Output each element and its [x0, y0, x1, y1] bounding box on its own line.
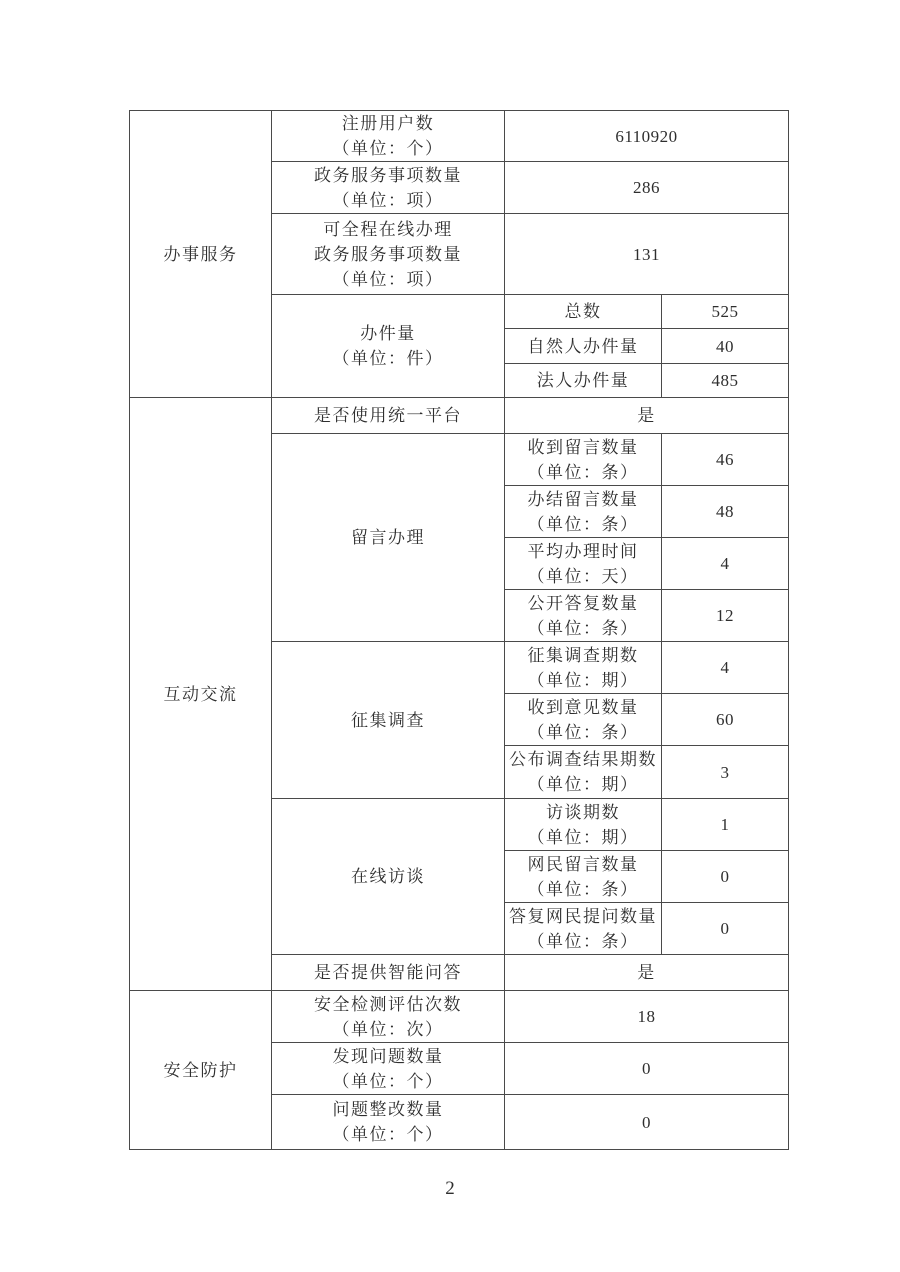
- group-cell-security: 安全防护: [130, 991, 272, 1150]
- sublabel-interviews-netizen-messages: [505, 851, 662, 903]
- label-text: 发现问题数量: [332, 1046, 444, 1066]
- label-text: 访谈期数: [546, 802, 620, 822]
- label-interviews: 在线访谈: [272, 799, 505, 955]
- value-messages-avg-time: 4: [662, 538, 789, 590]
- unit-text: （单位：项）: [332, 269, 444, 289]
- unit-text: （单位：期）: [527, 775, 639, 794]
- label-text: 网民留言数量: [527, 854, 639, 874]
- value-messages-completed: 48: [662, 486, 789, 538]
- unit-text: （单位：条）: [527, 879, 639, 899]
- label-text: 政务服务事项数量: [314, 165, 462, 185]
- page-number: 2: [445, 1178, 455, 1199]
- unit-text: （单位：条）: [527, 722, 639, 742]
- value-interviews-replies: 0: [662, 903, 789, 955]
- label-text: 公布调查结果期数: [509, 750, 657, 769]
- sublabel-surveys-opinions: [505, 694, 662, 746]
- sublabel-messages-avg-time: [505, 538, 662, 590]
- value-surveys-periods: 4: [662, 642, 789, 694]
- sublabel-interviews-replies: [505, 903, 662, 955]
- sublabel-surveys-periods: [505, 642, 662, 694]
- value-messages-public-replies: 12: [662, 590, 789, 642]
- label-online-items: [272, 214, 505, 295]
- label-text: 收到意见数量: [527, 697, 639, 717]
- label-text-line1: 可全程在线办理: [323, 219, 453, 239]
- label-surveys: 征集调查: [272, 642, 505, 799]
- group-cell-interaction: 互动交流: [130, 398, 272, 991]
- label-problems-fixed: [272, 1095, 505, 1150]
- report-table: [129, 110, 789, 1150]
- label-text: 公开答复数量: [527, 593, 639, 613]
- label-unified-platform: 是否使用统一平台: [272, 398, 505, 434]
- unit-text: （单位：期）: [527, 827, 639, 847]
- value-security-checks: 18: [505, 991, 789, 1043]
- label-registered-users: [272, 111, 505, 162]
- value-problems-found: 0: [505, 1043, 789, 1095]
- unit-text: （单位：次）: [332, 1019, 444, 1039]
- value-online-items: 131: [505, 214, 789, 295]
- sublabel-cases-natural: 自然人办件量: [505, 329, 662, 364]
- sublabel-interviews-periods: [505, 799, 662, 851]
- unit-text: （单位：项）: [332, 190, 444, 210]
- unit-text: （单位：件）: [332, 349, 444, 368]
- value-messages-received: 46: [662, 434, 789, 486]
- sublabel-messages-public-replies: [505, 590, 662, 642]
- label-text: 安全检测评估次数: [314, 994, 462, 1014]
- value-unified-platform: 是: [505, 398, 789, 434]
- value-smart-qa: 是: [505, 955, 789, 991]
- unit-text: （单位：个）: [332, 1071, 444, 1091]
- value-interviews-periods: 1: [662, 799, 789, 851]
- label-messages: 留言办理: [272, 434, 505, 642]
- sublabel-cases-total: 总数: [505, 295, 662, 329]
- unit-text: （单位：条）: [527, 618, 639, 638]
- unit-text: （单位：个）: [332, 139, 444, 158]
- sublabel-cases-legal: 法人办件量: [505, 364, 662, 398]
- value-interviews-netizen-messages: 0: [662, 851, 789, 903]
- label-text-line2: 政务服务事项数量: [314, 244, 462, 264]
- sublabel-messages-received: [505, 434, 662, 486]
- label-text: 答复网民提问数量: [509, 906, 657, 926]
- value-cases-total: 525: [662, 295, 789, 329]
- value-cases-legal: 485: [662, 364, 789, 398]
- unit-text: （单位：个）: [332, 1125, 444, 1144]
- label-text: 注册用户数: [341, 114, 435, 133]
- label-text: 问题整改数量: [332, 1100, 444, 1119]
- value-service-items: 286: [505, 162, 789, 214]
- label-text: 收到留言数量: [527, 437, 639, 457]
- value-problems-fixed: 0: [505, 1095, 789, 1150]
- unit-text: （单位：条）: [527, 514, 639, 534]
- label-security-checks: [272, 991, 505, 1043]
- unit-text: （单位：条）: [527, 462, 639, 482]
- group-cell-service: 办事服务: [130, 111, 272, 398]
- value-surveys-opinions: 60: [662, 694, 789, 746]
- label-text: 办结留言数量: [527, 489, 639, 509]
- label-cases: [272, 295, 505, 398]
- label-text: 办件量: [360, 324, 416, 343]
- unit-text: （单位：天）: [527, 566, 639, 586]
- label-service-items: [272, 162, 505, 214]
- label-problems-found: [272, 1043, 505, 1095]
- sublabel-messages-completed: [505, 486, 662, 538]
- unit-text: （单位：期）: [527, 670, 639, 690]
- unit-text: （单位：条）: [527, 931, 639, 951]
- label-text: 平均办理时间: [527, 541, 639, 561]
- sublabel-surveys-published: [505, 746, 662, 799]
- value-surveys-published: 3: [662, 746, 789, 799]
- label-text: 征集调查期数: [527, 645, 639, 665]
- value-registered-users: 6110920: [505, 111, 789, 162]
- value-cases-natural: 40: [662, 329, 789, 364]
- label-smart-qa: 是否提供智能问答: [272, 955, 505, 991]
